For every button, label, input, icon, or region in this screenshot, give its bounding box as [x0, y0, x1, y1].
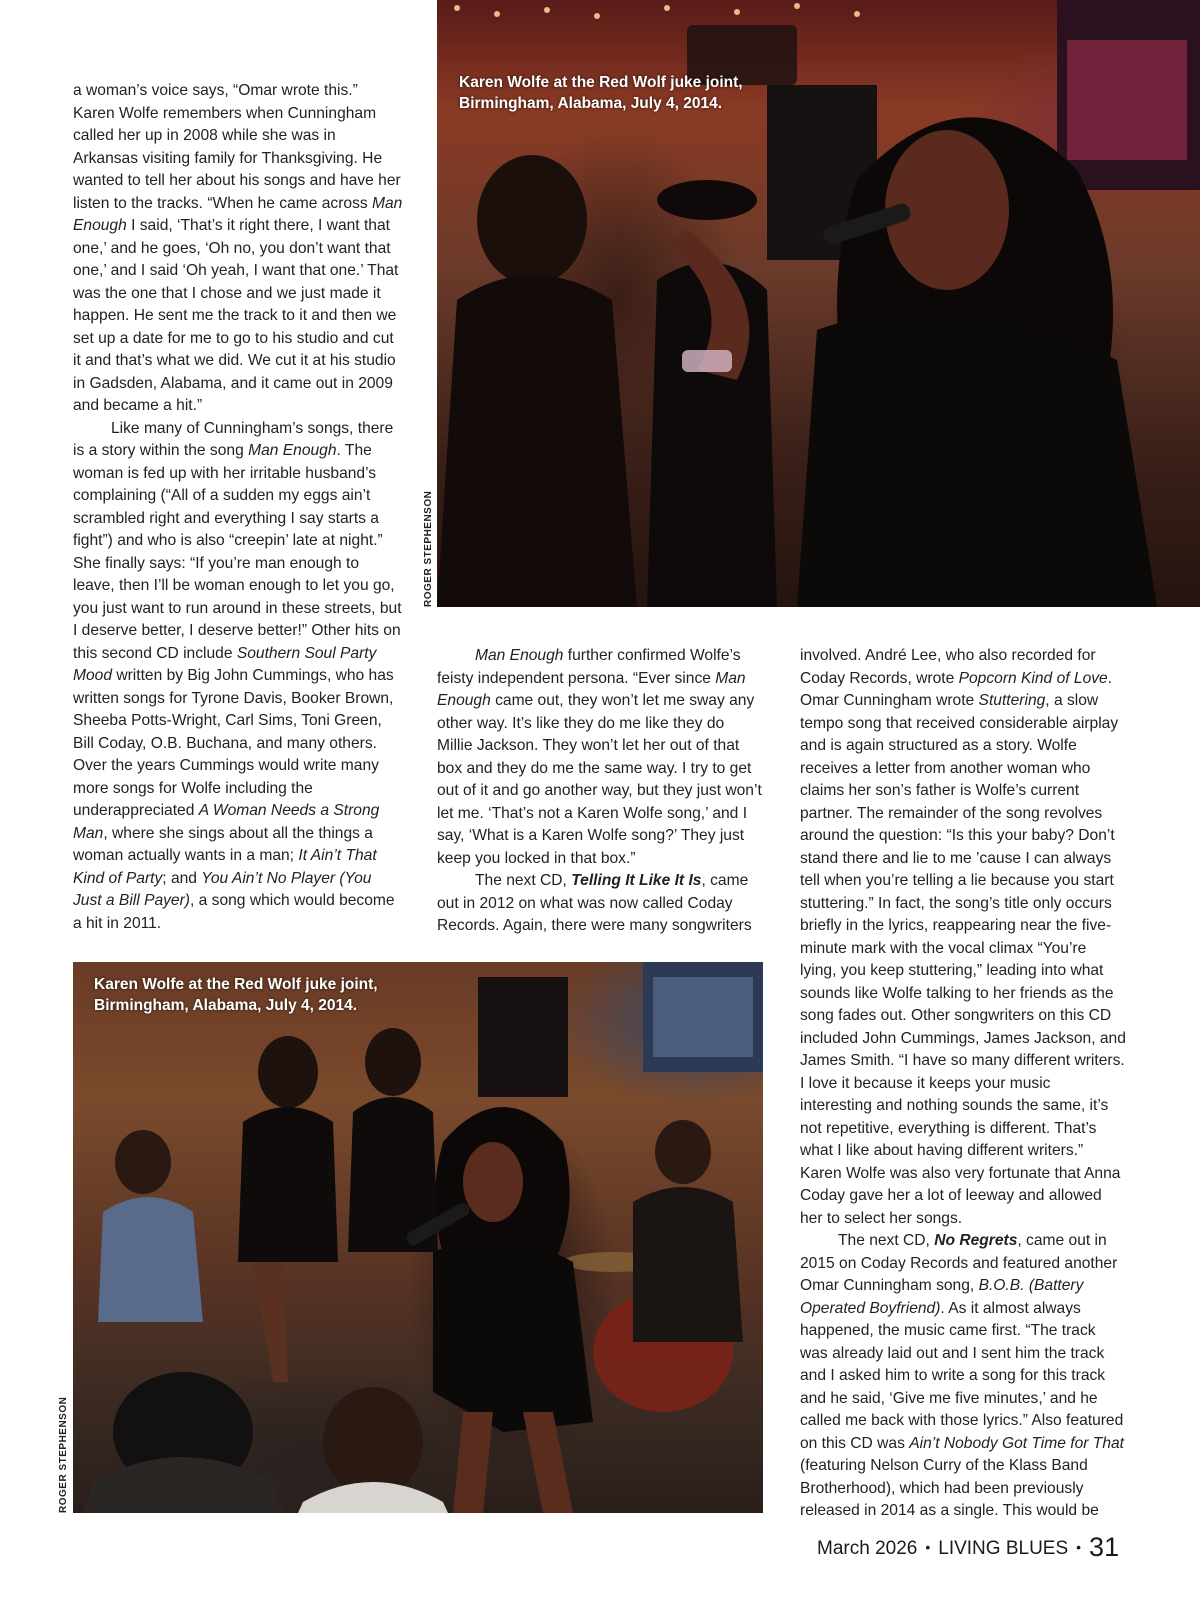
photo-credit: ROGER STEPHENSON: [58, 1396, 69, 1513]
photo-caption: Karen Wolfe at the Red Wolf juke joint, Birmingham, Alabama, July 4, 2014.: [94, 976, 378, 1014]
article-column-3: [800, 645, 1126, 1523]
issue-date: March 2026: [817, 1538, 918, 1559]
paragraph: involved. André Lee, who also recorded for Coday Records, wrote Popcorn Kind of Love. Omar Cunningham wrote Stuttering, a slow tempo song that received considerable airplay and is again structured as a story. Wolfe receives a letter from another woman who claims her son’s father is Wolfe’s current partner. The remainder of the song revolves around the question: “Is this your baby? Don’t stand there and lie to me ’cause I can always tell when you’re telling a lie because you start stuttering.” In fact, the song’s title only occurs briefly in the lyrics, reappearing near the five-minute mark with the vocal climax “You’re lying, you keep stuttering,” leading into what sounds like Wolfe talking to her friends as the song fades out. Other songwriters on this CD included John Cummings, James Jackson, and James Smith. “I have so many different writers. I love it because it keeps your music interesting and nothing sounds the same, it’s not repetitive, everything is different. That’s what I like about having different writers.” Karen Wolfe was also very fortunate that Anna Coday gave her a lot of leeway and allowed her to select her songs.: [800, 647, 1126, 1227]
separator: •: [925, 1539, 931, 1555]
photo-karen-wolfe-on-stage: [73, 962, 763, 1513]
page-footer: [817, 1532, 1167, 1563]
article-column-1: [73, 80, 403, 935]
paragraph: a woman’s voice says, “Omar wrote this.” Karen Wolfe remembers when Cunningham called her up in 2008 while she was in Arkansas visiting family for Thanksgiving. He wanted to tell her about his songs and have her listen to the tracks. “When he came across Man Enough I said, ‘That’s it right there, I want that one,’ and he goes, ‘Oh no, you don’t want that one,’ and I said ‘Oh yeah, I want that one.’ That was the one that I chose and we just made it happen. He sent me the track to it and then we set up a date for me to go to his studio and cut it and that’s what we did. We cut it at his studio in Gadsden, Alabama, and it came out in 2009 and became a hit.”: [73, 82, 403, 414]
photo-credit: ROGER STEPHENSON: [423, 490, 434, 607]
magazine-name: LIVING BLUES: [938, 1538, 1069, 1559]
page-number: 31: [1089, 1532, 1120, 1562]
paragraph: The next CD, No Regrets, came out in 2015 on Coday Records and featured another Omar Cunningham song, B.O.B. (Battery Operated Boyfriend). As it almost always happened, the music came first. “The track was already laid out and I sent him the track and I asked him to write a song for this track and he said, ‘Give me five minutes,’ and he called me back with those lyrics.” Also featured on this CD was Ain’t Nobody Got Time for That (featuring Nelson Curry of the Klass Band Brotherhood), which had been previously released in 2014 as a single. This would be: [800, 1232, 1124, 1519]
separator: •: [1076, 1539, 1082, 1555]
photo-caption: Karen Wolfe at the Red Wolf juke joint, Birmingham, Alabama, July 4, 2014.: [459, 74, 743, 112]
photo-karen-wolfe-singing: [437, 0, 1200, 607]
paragraph: The next CD, Telling It Like It Is, came out in 2012 on what was now called Coday Records. Again, there were many songwriters: [437, 872, 752, 934]
paragraph: Like many of Cunningham’s songs, there is a story within the song Man Enough. The woman is fed up with her irritable husband’s complaining (“All of a sudden my eggs ain’t scrambled right and everything I say starts a fight”) and who is also “creepin’ late at night.” She finally says: “If you’re man enough to leave, then I’ll be woman enough to let you go, you just want to run around in these streets, but I deserve better, I deserve better!” Other hits on this second CD include Southern Soul Party Mood written by Big John Cummings, who has written songs for Tyrone Davis, Booker Brown, Sheeba Potts-Wright, Carl Sims, Toni Green, Bill Coday, O.B. Buchana, and many others. Over the years Cummings would write many more songs for Wolfe including the underappreciated A Woman Needs a Strong Man, where she sings about all the things a woman actually wants in a man; It Ain’t That Kind of Party; and You Ain’t No Player (You Just a Bill Payer), a song which would become a hit in 2011.: [73, 419, 402, 932]
paragraph: Man Enough further confirmed Wolfe’s feisty independent persona. “Ever since Man Enough came out, they won’t let me sway any other way. It’s like they do me like they do Millie Jackson. They won’t let her out of that box and they do me the same way. I try to get out of it and go another way, but they just won’t let me. ‘That’s not a Karen Wolfe song,’ and I say, ‘What is a Karen Wolfe song?’ They just keep you locked in that box.”: [437, 647, 762, 867]
photo-illustration: [73, 962, 763, 1513]
article-column-2: [437, 645, 763, 938]
